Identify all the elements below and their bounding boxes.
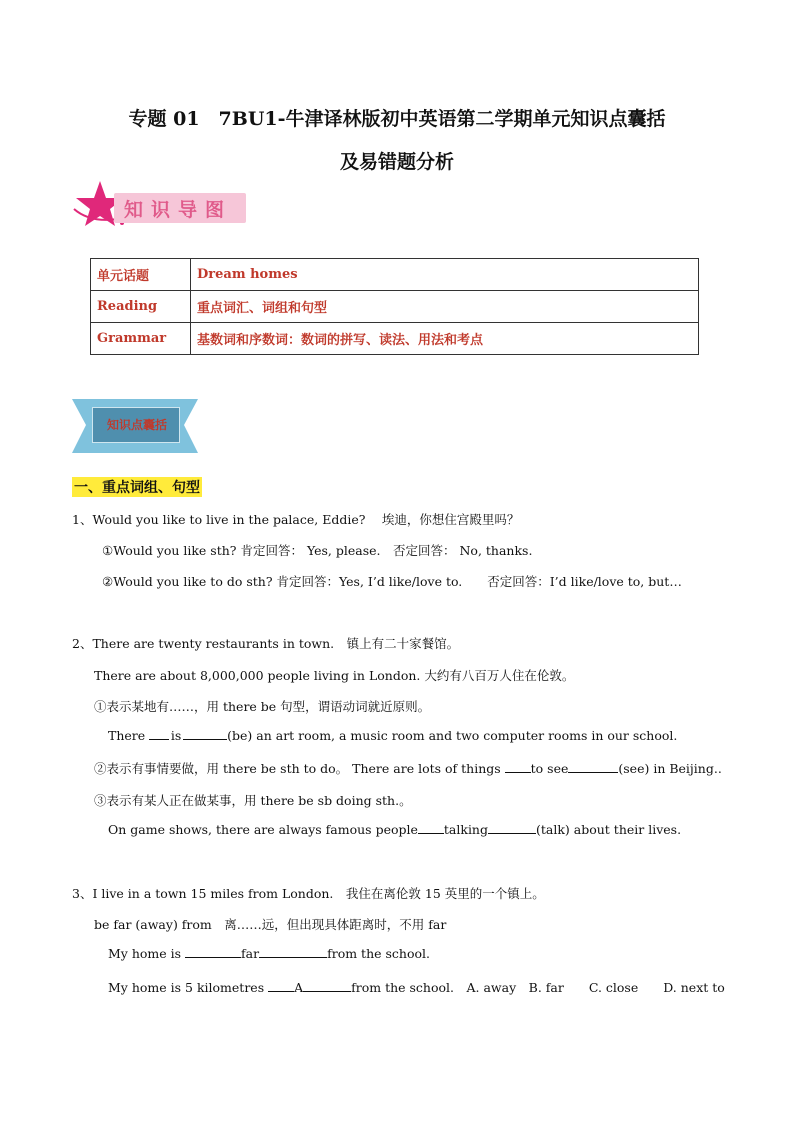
item1-point-b: ②Would you like to do sth? 肯定回答：Yes, I’d like/love to. 否定回答：I’d like/love to, but… [102,574,682,589]
page-title-line2: 及易错题分析 [339,151,454,173]
item3-note: be far (away) from 离……远，但出现具体距离时，不用 far [94,917,447,932]
table-cell-key: Grammar [91,323,191,355]
table-cell-value: Dream homes [191,259,699,291]
text: There [108,728,150,743]
blank [268,991,294,992]
badge-label: 知识点囊括 [106,418,167,432]
item2-point-2 [94,759,722,777]
table-cell-key: 单元话题 [91,259,191,291]
item1-point-a: ①Would you like sth? 肯定回答： Yes, please. 否定回答： No, thanks. [102,543,533,558]
table-cell-key: Reading [91,291,191,323]
knowledge-map-banner [70,185,250,231]
blank [259,957,327,958]
item1-main: 1、Would you like to live in the palace, Eddie? 埃迪，你想住宫殿里吗？ [72,512,520,527]
blank [418,833,444,834]
knowledge-points-badge [72,395,198,457]
item2-main: 2、There are twenty restaurants in town. 镇上有二十家餐馆。 [72,636,460,651]
answer: is [170,728,182,743]
table-row [91,259,699,291]
answer: talking [443,822,488,837]
answer: far [241,946,260,961]
blank [488,833,536,834]
banner-label: 知识导图 [124,199,233,221]
item3-example-1 [108,946,430,961]
text: (see) in Beijing.. [618,761,722,776]
table-row [91,323,699,355]
table-cell-value: 基数词和序数词：数词的拼写、读法、用法和考点 [191,323,699,355]
blank [183,739,227,740]
text: (be) an art room, a music room and two computer rooms in our school. [227,728,678,743]
item2-point-1: ①表示某地有……，用 there be 句型，谓语动词就近原则。 [94,699,431,714]
blank [505,772,531,773]
text: (talk) about their lives. [536,822,682,837]
blank [185,957,241,958]
item2-sub: There are about 8,000,000 people living in London. 大约有八百万人住在伦敦。 [94,668,575,683]
answer: to see [530,761,569,776]
blank [568,772,618,773]
section-heading: 一、重点词组、句型 [72,477,202,497]
item3-example-2 [108,978,725,996]
blank [149,739,169,740]
item2-example-3 [108,822,681,837]
answer: A [294,980,304,995]
text: from the school. [327,946,430,961]
text: My home is [108,946,186,961]
table-cell-value: 重点词汇、词组和句型 [191,291,699,323]
text: On game shows, there are always famous people [108,822,418,837]
table-row [91,291,699,323]
text: ②表示有事情要做，用 there be sth to do。 There are lots of things [94,761,505,776]
item2-example-1 [108,728,677,743]
topic-table [90,258,699,355]
text: from the school. A. away B. far C. close D. next to [351,980,725,995]
blank [303,991,351,992]
page-title-line1: 专题 01 7BU1-牛津译林版初中英语第二学期单元知识点囊括 [128,108,666,130]
item3-main: 3、I live in a town 15 miles from London. 我住在离伦敦 15 英里的一个镇上。 [72,886,545,901]
item2-point-3: ③表示有某人正在做某事，用 there be sb doing sth.。 [94,793,412,808]
text: My home is 5 kilometres [108,980,269,995]
